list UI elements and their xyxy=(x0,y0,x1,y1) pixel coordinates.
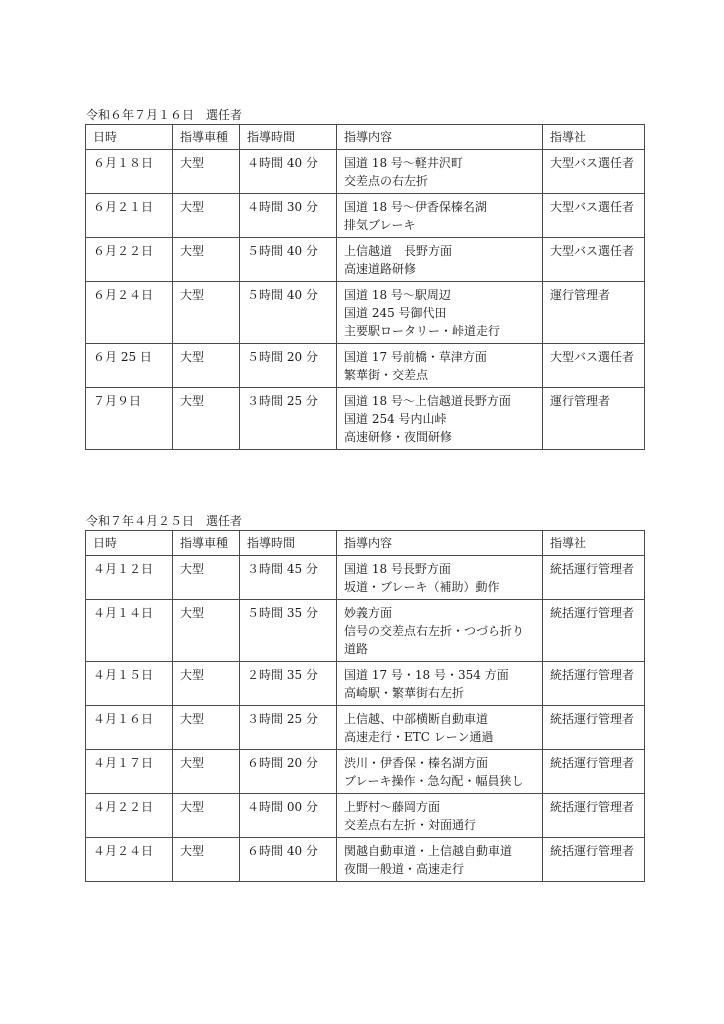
cell-vehicle: 大型 xyxy=(173,750,240,794)
cell-content xyxy=(337,750,543,794)
cell-time: ５時間 35 分 xyxy=(240,600,337,662)
content-line: 国道 18 号～伊香保榛名湖 xyxy=(344,200,487,214)
table-row xyxy=(86,600,645,662)
cell-date: ７月９日 xyxy=(86,388,173,450)
content-line: 高崎駅・繁華街右左折 xyxy=(344,686,465,700)
content-line: 国道 18 号～上信越道長野方面 xyxy=(344,394,511,408)
cell-time: ５時間 40 分 xyxy=(240,282,337,344)
training-section-2024 xyxy=(85,107,644,450)
table-header-row xyxy=(86,531,645,556)
training-table xyxy=(85,530,645,882)
cell-date: ４月２２日 xyxy=(86,794,173,838)
cell-content xyxy=(337,388,543,450)
cell-vehicle: 大型 xyxy=(173,662,240,706)
cell-date: ４月１７日 xyxy=(86,750,173,794)
content-line: 国道 17 号・18 号・354 方面 xyxy=(344,668,509,682)
cell-date: ４月２４日 xyxy=(86,838,173,882)
cell-vehicle: 大型 xyxy=(173,600,240,662)
cell-vehicle: 大型 xyxy=(173,238,240,282)
header-date: 日時 xyxy=(86,125,173,150)
cell-date: ６月２１日 xyxy=(86,194,173,238)
table-row xyxy=(86,706,645,750)
content-line: 繁華街・交差点 xyxy=(344,368,429,382)
cell-content xyxy=(337,556,543,600)
content-line: 主要駅ロータリー・峠道走行 xyxy=(344,324,501,338)
content-line: 上信越、中部横断自動車道 xyxy=(344,712,489,726)
section-heading: 令和６年７月１６日 選任者 xyxy=(86,108,243,122)
cell-vehicle: 大型 xyxy=(173,794,240,838)
content-line: 交差点右左折・対面通行 xyxy=(344,818,477,832)
header-vehicle: 指導車種 xyxy=(173,125,240,150)
cell-date: ４月１６日 xyxy=(86,706,173,750)
cell-instructor: 運行管理者 xyxy=(543,282,645,344)
cell-content xyxy=(337,600,543,662)
content-line: 信号の交差点右左折・つづら折り xyxy=(344,624,525,638)
cell-time: ６時間 40 分 xyxy=(240,838,337,882)
table-row xyxy=(86,556,645,600)
cell-time: ３時間 45 分 xyxy=(240,556,337,600)
cell-time: ４時間 30 分 xyxy=(240,194,337,238)
cell-instructor: 統括運行管理者 xyxy=(543,838,645,882)
cell-time: ２時間 35 分 xyxy=(240,662,337,706)
header-time: 指導時間 xyxy=(240,531,337,556)
cell-date: ４月１５日 xyxy=(86,662,173,706)
cell-instructor: 大型バス選任者 xyxy=(543,194,645,238)
cell-content xyxy=(337,344,543,388)
cell-instructor: 大型バス選任者 xyxy=(543,150,645,194)
cell-content xyxy=(337,238,543,282)
cell-time: ６時間 20 分 xyxy=(240,750,337,794)
cell-content xyxy=(337,194,543,238)
cell-time: ４時間 40 分 xyxy=(240,150,337,194)
training-section-2025 xyxy=(85,513,644,882)
cell-instructor: 統括運行管理者 xyxy=(543,662,645,706)
content-line: 渋川・伊香保・榛名湖方面 xyxy=(344,756,489,770)
content-line: 国道 245 号御代田 xyxy=(344,306,447,320)
header-instructor: 指導社 xyxy=(543,125,645,150)
content-line: 排気ブレーキ xyxy=(344,218,416,232)
cell-date: ６月１８日 xyxy=(86,150,173,194)
cell-vehicle: 大型 xyxy=(173,556,240,600)
content-line: 妙義方面 xyxy=(344,606,393,620)
content-line: 坂道・ブレーキ（補助）動作 xyxy=(344,580,500,594)
header-content: 指導内容 xyxy=(337,125,543,150)
cell-content xyxy=(337,706,543,750)
content-line: 高速道路研修 xyxy=(344,262,417,276)
cell-instructor: 統括運行管理者 xyxy=(543,600,645,662)
content-line: 国道 17 号前橋・草津方面 xyxy=(344,350,487,364)
cell-vehicle: 大型 xyxy=(173,194,240,238)
cell-time: ４時間 00 分 xyxy=(240,794,337,838)
cell-instructor: 大型バス選任者 xyxy=(543,238,645,282)
content-line: 国道 254 号内山峠 xyxy=(344,412,447,426)
table-row xyxy=(86,838,645,882)
content-line: 道路 xyxy=(344,642,369,656)
cell-instructor: 統括運行管理者 xyxy=(543,556,645,600)
cell-content xyxy=(337,282,543,344)
cell-instructor: 大型バス選任者 xyxy=(543,344,645,388)
content-line: 上信越道 長野方面 xyxy=(344,244,453,258)
cell-vehicle: 大型 xyxy=(173,838,240,882)
table-row xyxy=(86,794,645,838)
table-row xyxy=(86,238,645,282)
cell-instructor: 統括運行管理者 xyxy=(543,750,645,794)
content-line: 国道 18 号長野方面 xyxy=(344,562,451,576)
content-line: 関越自動車道・上信越自動車道 xyxy=(344,844,513,858)
cell-date: ６月２２日 xyxy=(86,238,173,282)
cell-time: ５時間 20 分 xyxy=(240,344,337,388)
cell-vehicle: 大型 xyxy=(173,344,240,388)
content-line: 交差点の右左折 xyxy=(344,174,429,188)
table-row xyxy=(86,282,645,344)
cell-instructor: 運行管理者 xyxy=(543,388,645,450)
cell-date: ６月２４日 xyxy=(86,282,173,344)
cell-content xyxy=(337,838,543,882)
cell-vehicle: 大型 xyxy=(173,388,240,450)
cell-date: ６月 25 日 xyxy=(86,344,173,388)
content-line: 上野村～藤岡方面 xyxy=(344,800,441,814)
training-table xyxy=(85,124,645,450)
content-line: 高速研修・夜間研修 xyxy=(344,430,453,444)
content-line: 高速走行・ETC レーン通過 xyxy=(344,730,494,744)
cell-content xyxy=(337,150,543,194)
cell-vehicle: 大型 xyxy=(173,706,240,750)
table-row xyxy=(86,750,645,794)
section-heading: 令和７年４月２５日 選任者 xyxy=(86,514,243,528)
table-row xyxy=(86,388,645,450)
content-line: 国道 18 号～軽井沢町 xyxy=(344,156,463,170)
header-vehicle: 指導車種 xyxy=(173,531,240,556)
cell-date: ４月１４日 xyxy=(86,600,173,662)
header-content: 指導内容 xyxy=(337,531,543,556)
header-time: 指導時間 xyxy=(240,125,337,150)
cell-vehicle: 大型 xyxy=(173,282,240,344)
table-row xyxy=(86,150,645,194)
cell-instructor: 統括運行管理者 xyxy=(543,794,645,838)
cell-content xyxy=(337,662,543,706)
cell-date: ４月１２日 xyxy=(86,556,173,600)
cell-content xyxy=(337,794,543,838)
content-line: 夜間一般道・高速走行 xyxy=(344,862,465,876)
cell-time: ３時間 25 分 xyxy=(240,388,337,450)
table-row xyxy=(86,194,645,238)
table-row xyxy=(86,662,645,706)
cell-time: ５時間 40 分 xyxy=(240,238,337,282)
table-header-row xyxy=(86,125,645,150)
content-line: 国道 18 号～駅周辺 xyxy=(344,288,451,302)
cell-instructor: 統括運行管理者 xyxy=(543,706,645,750)
cell-vehicle: 大型 xyxy=(173,150,240,194)
header-date: 日時 xyxy=(86,531,173,556)
table-row xyxy=(86,344,645,388)
content-line: ブレーキ操作・急勾配・幅員狭し xyxy=(344,774,524,788)
cell-time: ３時間 25 分 xyxy=(240,706,337,750)
header-instructor: 指導社 xyxy=(543,531,645,556)
